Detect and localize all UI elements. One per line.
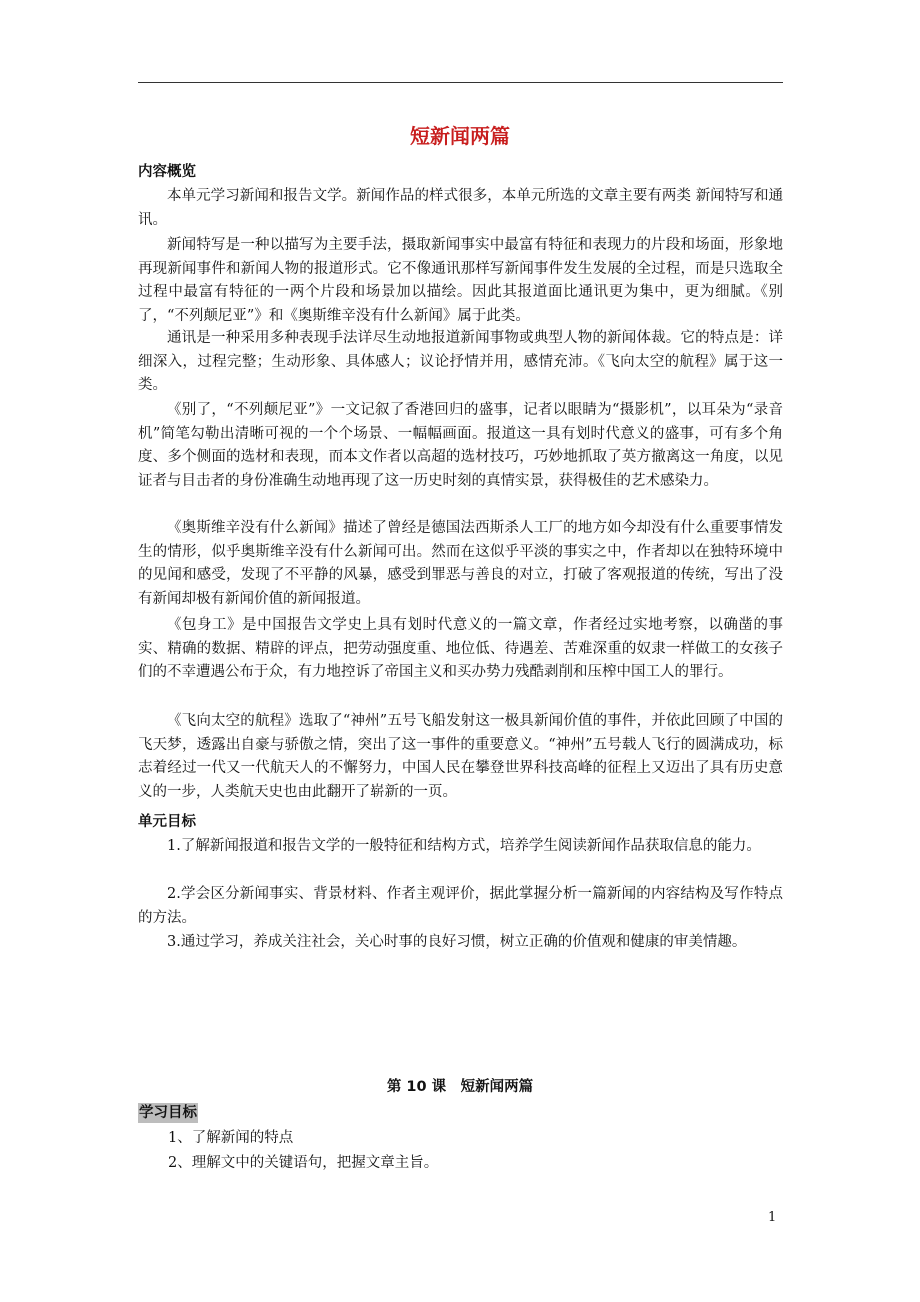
unit-goal-1: 1.了解新闻报道和报告文学的一般特征和结构方式，培养学生阅读新闻作品获取信息的能力。 <box>167 838 761 854</box>
document-title: 短新闻两篇 <box>410 124 510 148</box>
unit-goals-heading: 单元目标 <box>138 814 196 830</box>
unit-goal-2: 2.学会区分新闻事实、背景材料、作者主观评价，据此掌握分析一篇新闻的内容结构及写作特点的方法。 <box>138 886 783 926</box>
overview-paragraph-4: 《别了，“不列颠尼亚”》一文记叙了香港回归的盛事，记者以眼睛为“摄影机”，以耳朵为“录音机”简笔勾勒出清晰可视的一个个场景、一幅幅画面。报道这一具有划时代意义的盛事，可有多个角度、多个侧面的选材和表现，而本文作者以高超的选材技巧，巧妙地抓取了英方撤离这一角度，以见证者与目击者的身份准确生动地再现了这一历史时刻的真情实景，获得极佳的艺术感染力。 <box>138 402 783 489</box>
overview-paragraph-6: 《包身工》是中国报告文学史上具有划时代意义的一篇文章，作者经过实地考察，以确凿的事实、精确的数据、精辟的评点，把劳动强度重、地位低、待遇差、苦难深重的奴隶一样做工的女孩子们的不幸遭遇公布于众，有力地控诉了帝国主义和买办势力残酷剥削和压榨中国工人的罪行。 <box>138 617 783 681</box>
lesson-title: 第 10 课 短新闻两篇 <box>386 1079 534 1095</box>
page-number: 1 <box>768 1210 777 1225</box>
objectives-heading: 学习目标 <box>139 1105 197 1121</box>
unit-goal-3: 3.通过学习，养成关注社会，关心时事的良好习惯，树立正确的价值观和健康的审美情趣。 <box>167 934 747 950</box>
objective-item-2: 2、理解文中的关键语句，把握文章主旨。 <box>168 1155 439 1171</box>
overview-paragraph-2: 新闻特写是一种以描写为主要手法，摄取新闻事实中最富有特征和表现力的片段和场面，形象地再现新闻事件和新闻人物的报道形式。它不像通讯那样写新闻事件发生发展的全过程，而是只选取全过程中最富有特征的一两个片段和场景加以描绘。因此其报道面比通讯更为集中，更为细腻。《别了，“不列颠尼亚”》和《奥斯维辛没有什么新闻》属于此类。 <box>138 237 783 324</box>
overview-paragraph-7: 《飞向太空的航程》选取了“神州”五号飞船发射这一极具新闻价值的事件，并依此回顾了中国的飞天梦，透露出自豪与骄傲之情，突出了这一事件的重要意义。“神州”五号载人飞行的圆满成功，标志着经过一代又一代航天人的不懈努力，中国人民在攀登世界科技高峰的征程上又迈出了具有历史意义的一步，人类航天史也由此翻开了崭新的一页。 <box>138 713 783 800</box>
overview-heading: 内容概览 <box>138 164 196 180</box>
overview-paragraph-3: 通讯是一种采用多种表现手法详尽生动地报道新闻事物或典型人物的新闻体裁。它的特点是：详细深入，过程完整；生动形象、具体感人；议论抒情并用，感情充沛。《飞向太空的航程》属于这一类。 <box>138 330 783 394</box>
overview-paragraph-5: 《奥斯维辛没有什么新闻》描述了曾经是德国法西斯杀人工厂的地方如今却没有什么重要事情发生的情形，似乎奥斯维辛没有什么新闻可出。然而在这似乎平淡的事实之中，作者却以在独特环境中的见闻和感受，发现了不平静的风暴，感受到罪恶与善良的对立，打破了客观报道的传统，写出了没有新闻却极有新闻价值的新闻报道。 <box>138 520 783 607</box>
overview-paragraph-1: 本单元学习新闻和报告文学。新闻作品的样式很多，本单元所选的文章主要有两类 新闻特写和通讯。 <box>138 188 783 228</box>
objective-item-1: 1、了解新闻的特点 <box>168 1130 294 1146</box>
header-rule <box>138 82 783 83</box>
